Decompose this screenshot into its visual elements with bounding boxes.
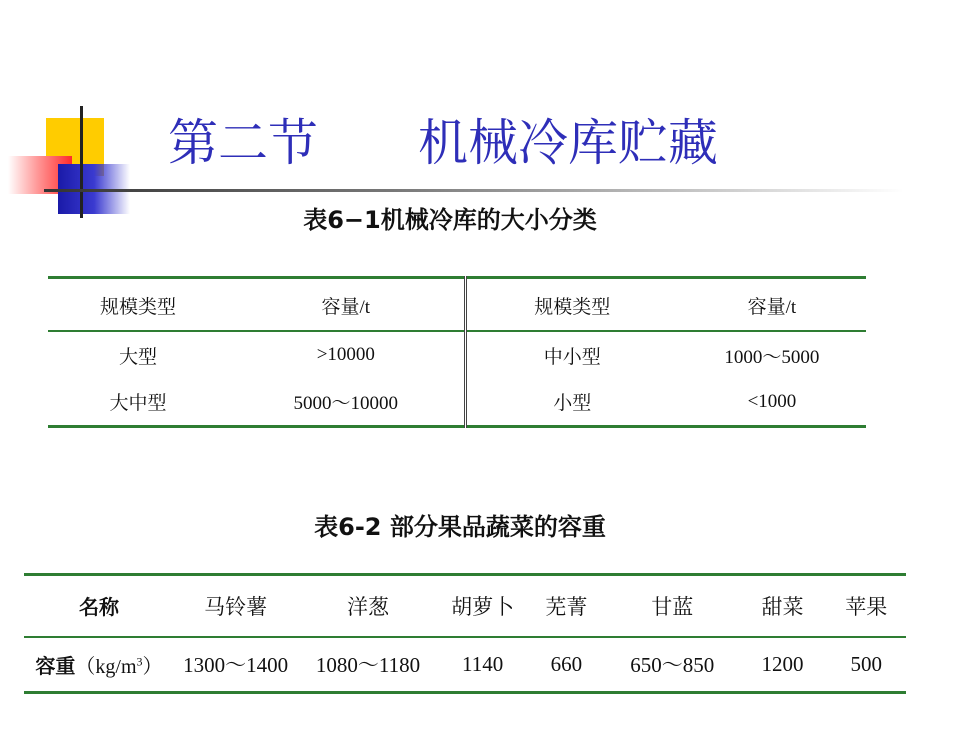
- table-header-row: [24, 575, 906, 637]
- header-cell: 苹果: [827, 575, 906, 637]
- table-cell: 大型: [118, 346, 157, 368]
- row-unit: （kg/m: [75, 655, 137, 678]
- table-cell: 大中型: [48, 379, 228, 427]
- table-row: [48, 331, 866, 379]
- table-header-row: [48, 278, 866, 331]
- bulk-density-table: [24, 573, 906, 694]
- row-label: [24, 637, 174, 693]
- header-cell: 规模类型: [48, 278, 228, 331]
- header-cell: 甜菜: [738, 575, 826, 637]
- table-cell: 650～850: [606, 637, 738, 693]
- table-cell: 1200: [738, 637, 826, 693]
- row-label-text: 容重: [35, 653, 76, 678]
- table-cell: 小型: [465, 379, 678, 427]
- header-cell: 马铃薯: [174, 575, 297, 637]
- table-row: [48, 379, 866, 427]
- header-cell: 甘蓝: [606, 575, 738, 637]
- decorative-logo: [0, 0, 140, 230]
- header-cell: 芜菁: [527, 575, 606, 637]
- header-cell: 胡萝卜: [439, 575, 527, 637]
- table2-caption: 表6-2 部分果品蔬菜的容重: [314, 513, 606, 541]
- row-unit-superscript: 3: [136, 654, 143, 669]
- table-cell: 中小型: [543, 346, 601, 368]
- title-underline: [44, 189, 904, 192]
- slide-title: 第二节 机械冷库贮藏: [168, 114, 718, 172]
- table-cell: 1080～1180: [297, 637, 438, 693]
- table-cell: 1000～5000: [724, 346, 820, 368]
- header-cell-name: 名称: [24, 575, 174, 637]
- table-cell: 1140: [439, 637, 527, 693]
- header-cell: 洋葱: [297, 575, 438, 637]
- storage-size-table: [48, 276, 866, 428]
- table-cell: 500: [827, 637, 906, 693]
- table-row: [24, 637, 906, 693]
- table-cell: 1300～1400: [174, 637, 297, 693]
- table-cell: 5000～10000: [228, 379, 465, 427]
- header-cell: 容量/t: [678, 278, 866, 331]
- table1-caption: 表6−1机械冷库的大小分类: [303, 206, 597, 234]
- row-unit-close: ）: [142, 655, 163, 678]
- table-cell: >10000: [228, 331, 465, 379]
- header-cell: 容量/t: [228, 278, 465, 331]
- table-cell: 660: [527, 637, 606, 693]
- table-cell: <1000: [678, 379, 866, 427]
- header-cell: 规模类型: [465, 278, 678, 331]
